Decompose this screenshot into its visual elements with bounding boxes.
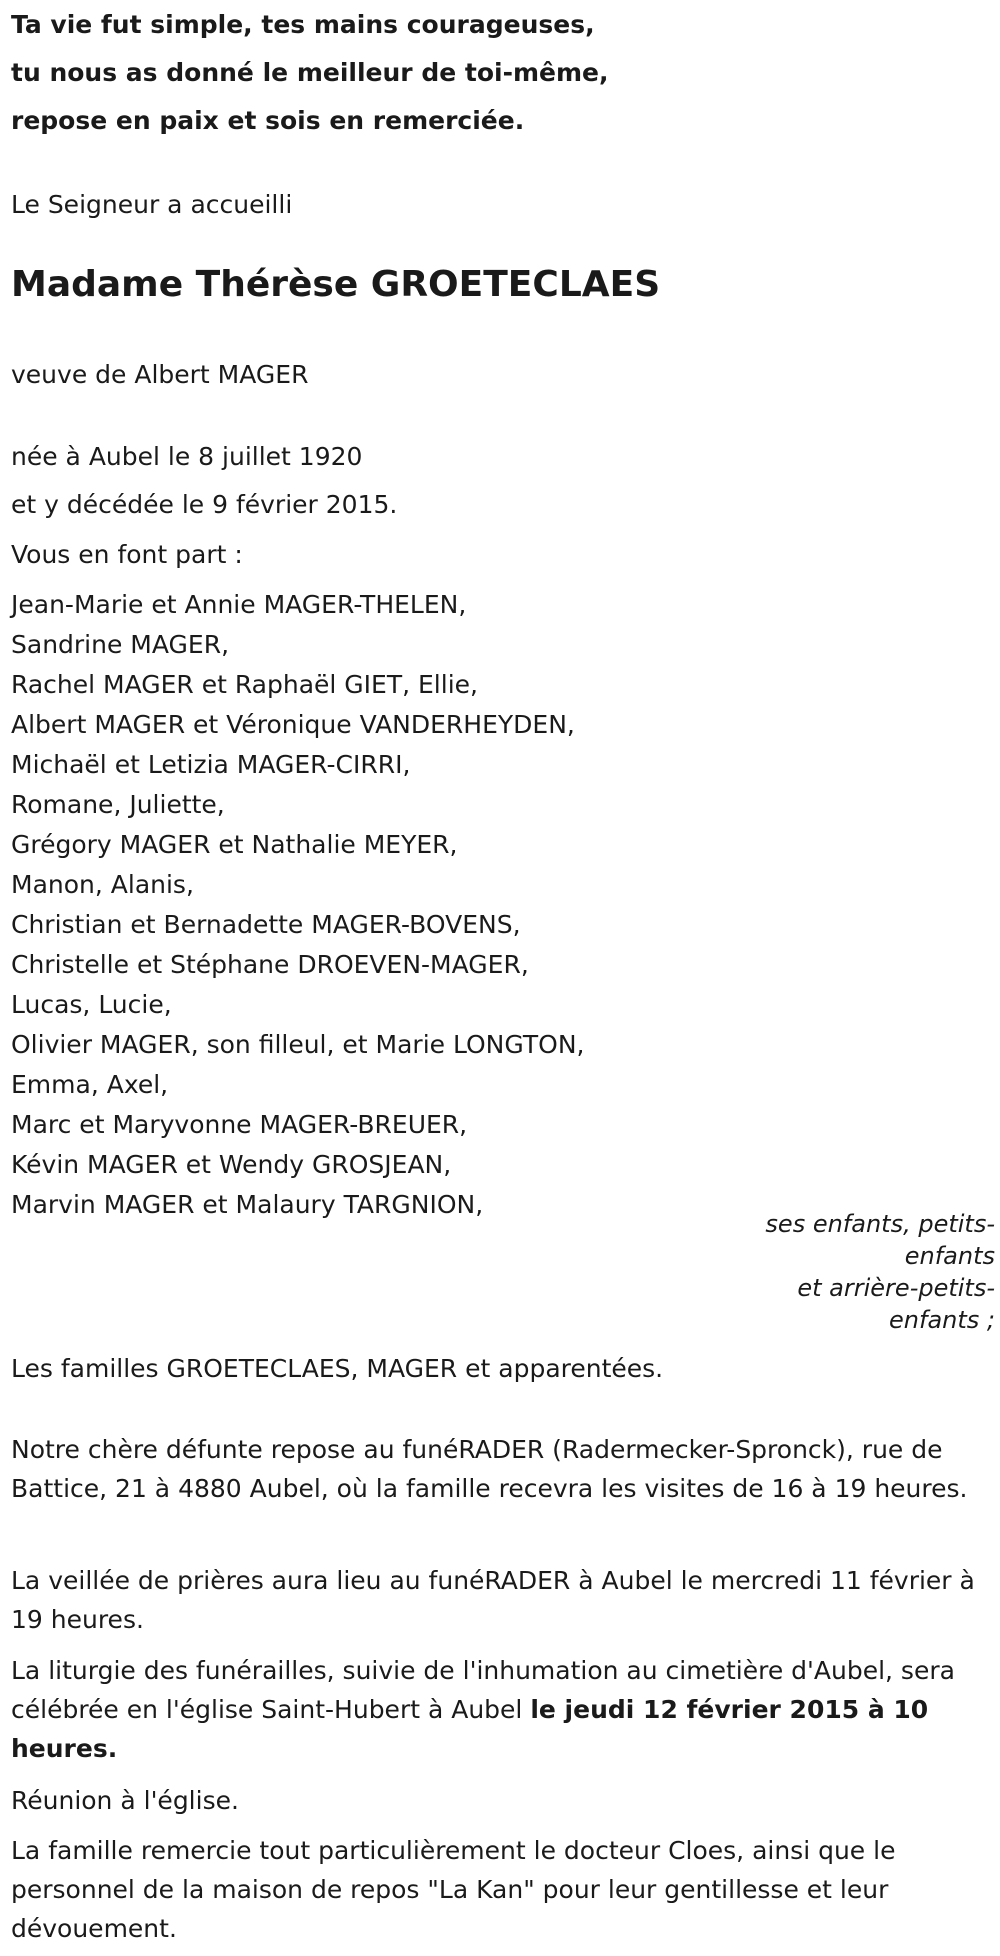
list-item: Lucas, Lucie, [11,990,172,1019]
list-item: Sandrine MAGER, [11,630,230,659]
list-item: Michaël et Letizia MAGER-CIRRI, [11,750,411,779]
liturgy-text: La liturgie des funérailles, suivie de l'inhumation au cimetière d'Aubel, sera célébrée en l'église Saint-Hubert à Aubel [11,1656,955,1724]
list-item: Emma, Axel, [11,1070,169,1099]
list-item: Jean-Marie et Annie MAGER-THELEN, [11,590,467,619]
list-item: Marc et Maryvonne MAGER-BREUER, [11,1110,468,1139]
relation-note [750,1208,995,1336]
thanks-paragraph: La famille remercie tout particulièrement le docteur Cloes, ainsi que le personnel de la maison de repos "La Kan" pour leur gentillesse et leur dévouement. [11,1836,896,1943]
poem-line: Ta vie fut simple, tes mains courageuses, [11,10,595,39]
list-item: Christelle et Stéphane DROEVEN-MAGER, [11,950,529,979]
list-item: Olivier MAGER, son filleul, et Marie LONGTON, [11,1030,585,1059]
rest-paragraph: Notre chère défunte repose au funéRADER (Radermecker-Spronck), rue de Battice, 21 à 4880 Aubel, où la famille recevra les visites de 16 à 19 heures. [11,1435,968,1503]
list-item: Marvin MAGER et Malaury TARGNION, [11,1190,484,1219]
relation-line: ses enfants, petits- [765,1210,995,1238]
list-item: Albert MAGER et Véronique VANDERHEYDEN, [11,710,575,739]
relation-line: enfants ; [889,1306,995,1334]
list-item: Rachel MAGER et Raphaël GIET, Ellie, [11,670,478,699]
list-item: Kévin MAGER et Wendy GROSJEAN, [11,1150,452,1179]
deceased-name: Madame Thérèse GROETECLAES [11,264,661,305]
families-text: Les familles GROETECLAES, MAGER et apparentées. [11,1354,664,1383]
poem-line: repose en paix et sois en remerciée. [11,106,525,135]
death-info: et y décédée le 9 février 2015. [11,490,398,519]
liturgy-paragraph [11,1651,990,1768]
list-item: Romane, Juliette, [11,790,225,819]
list-item: Christian et Bernadette MAGER-BOVENS, [11,910,521,939]
relation-line: et arrière-petits- [797,1274,995,1302]
intro-text: Le Seigneur a accueilli [11,190,293,219]
announce-text: Vous en font part : [11,540,243,569]
family-list [11,585,990,1225]
list-item: Grégory MAGER et Nathalie MEYER, [11,830,458,859]
vigil-paragraph: La veillée de prières aura lieu au funéRADER à Aubel le mercredi 11 février à 19 heures. [11,1566,975,1634]
poem [11,1,990,145]
meeting-text: Réunion à l'église. [11,1786,239,1815]
widow-of: veuve de Albert MAGER [11,360,309,389]
liturgy-date: le jeudi 12 février 2015 à 10 heures. [11,1695,929,1763]
poem-line: tu nous as donné le meilleur de toi-même, [11,58,609,87]
birth-info: née à Aubel le 8 juillet 1920 [11,442,363,471]
list-item: Manon, Alanis, [11,870,194,899]
relation-line: enfants [904,1242,995,1270]
